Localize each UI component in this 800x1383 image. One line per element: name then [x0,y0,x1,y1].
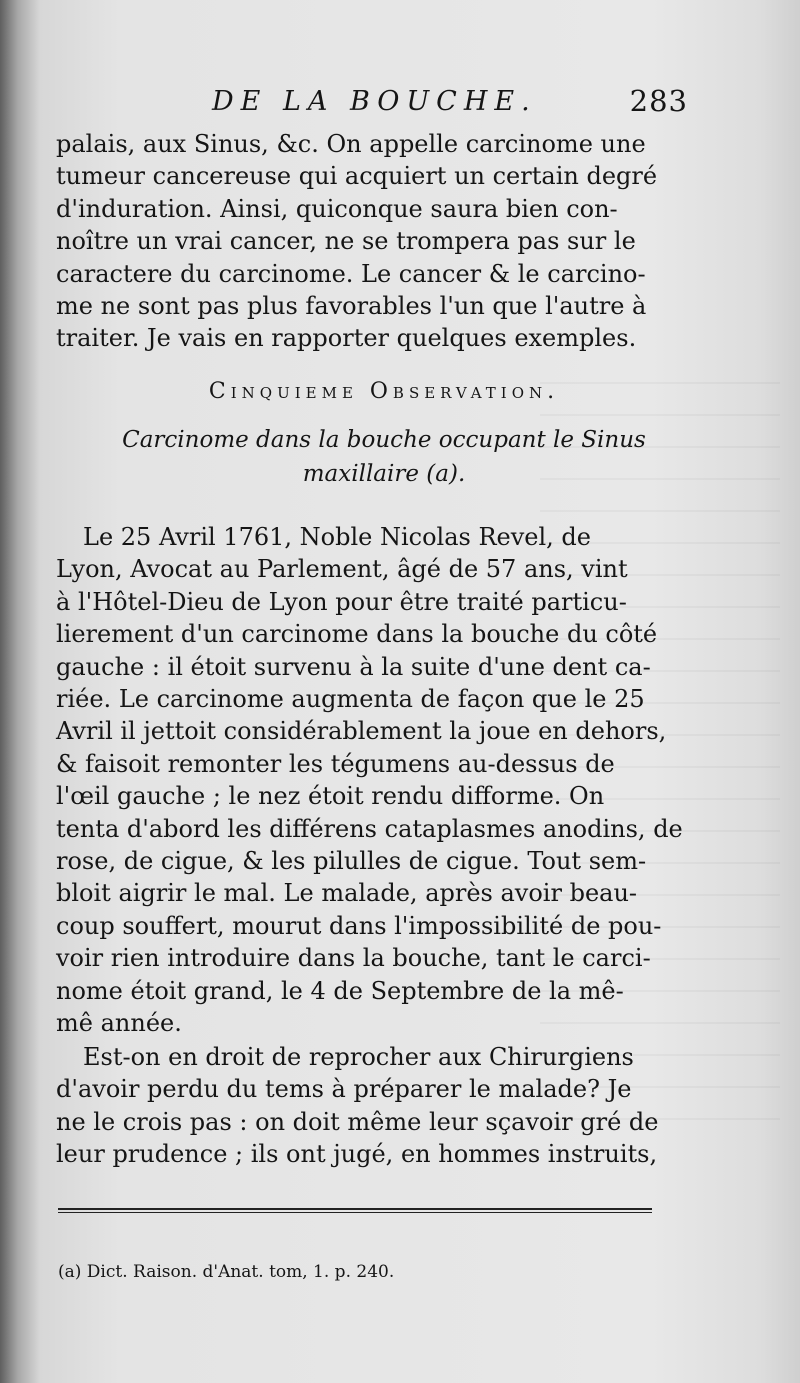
footnote-divider [58,1208,652,1213]
text-line: tumeur cancereuse qui acquiert un certain degré [56,162,658,191]
text-line: Avril il jettoit considérablement la joue en dehors, [56,717,667,746]
text-line: riée. Le carcinome augmenta de façon que le 25 [56,685,645,714]
text-line: caractere du carcinome. Le cancer & le carcino- [56,259,646,288]
text-line: noître un vrai cancer, ne se trompera pas sur le [56,227,636,256]
text-line: Est-on en droit de reprocher aux Chirurgiens [83,1043,634,1071]
text-line: gauche : il étoit survenu à la suite d'une dent ca- [56,652,651,681]
text-line: coup souffert, mourut dans l'impossibilité de pou- [56,911,662,940]
section-heading: Cinquieme Observation. [208,379,560,404]
text-line: d'induration. Ainsi, quiconque saura bien con- [56,194,618,223]
text-line: voir rien introduire dans la bouche, tant le carci- [56,944,651,973]
text-line: me ne sont pas plus favorables l'un que l'autre à [56,292,647,321]
text-line: l'œil gauche ; le nez étoit rendu difforme. On [56,782,605,811]
running-title: DE LA BOUCHE. [212,86,537,117]
text-line: traiter. Je vais en rapporter quelques exemples. [56,324,637,353]
text-line: mê année. [56,1009,182,1038]
page-number: 283 [629,84,688,118]
text-line: lierement d'un carcinome dans la bouche du côté [56,620,658,649]
text-line: ne le crois pas : on doit même leur sçavoir gré de [56,1107,659,1136]
text-line: rose, de cigue, & les pilulles de cigue. Tout sem- [56,847,647,876]
paragraph-intro [56,128,690,355]
running-head [0,78,800,118]
text-line: & faisoit remonter les tégumens au-dessus de [56,749,615,778]
text-line: d'avoir perdu du tems à préparer le malade? Je [56,1075,632,1104]
text-line: Lyon, Avocat au Parlement, âgé de 57 ans, vint [56,555,628,584]
subheading-line: maxillaire (a). [302,461,466,487]
text-line: bloit aigrir le mal. Le malade, après avoir beau- [56,879,638,908]
paragraph-commentary [56,1041,690,1171]
section-subheading [74,423,694,491]
text-line: tenta d'abord les différens cataplasmes anodins, de [56,814,683,843]
text-line: leur prudence ; ils ont jugé, en hommes instruits, [56,1140,658,1169]
text-line: palais, aux Sinus, &c. On appelle carcinome une [56,130,646,158]
paragraph-observation [56,521,690,1040]
subheading-line: Carcinome dans la bouche occupant le Sinus [122,427,646,453]
footnote: (a) Dict. Raison. d'Anat. tom, 1. p. 240. [58,1262,395,1282]
text-line: à l'Hôtel-Dieu de Lyon pour être traité particu- [56,587,627,616]
text-line: nome étoit grand, le 4 de Septembre de la mê- [56,976,624,1005]
text-line: Le 25 Avril 1761, Noble Nicolas Revel, de [83,523,591,551]
